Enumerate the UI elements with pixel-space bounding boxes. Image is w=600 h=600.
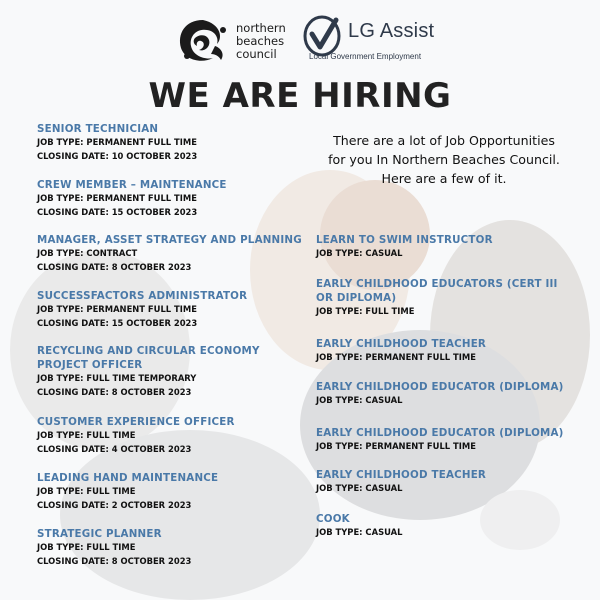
job-listing [37,289,247,330]
job-type: JOB TYPE: CASUAL [316,248,403,258]
closing-date: CLOSING DATE: 2 OCTOBER 2023 [37,499,192,510]
council-logo-icon [175,16,231,66]
job-title: SUCCESSFACTORS ADMINISTRATOR [37,290,248,302]
job-listing [316,426,564,454]
job-listing [316,380,564,408]
job-listing [316,233,493,261]
job-listing [37,233,302,274]
closing-date: CLOSING DATE: 8 OCTOBER 2023 [37,261,192,272]
job-listing [37,122,197,163]
closing-date: CLOSING DATE: 15 OCTOBER 2023 [37,317,198,328]
job-type: JOB TYPE: FULL TIME [37,542,136,552]
page-title: WE ARE HIRING [148,76,452,116]
job-title: EARLY CHILDHOOD TEACHER [316,469,487,481]
closing-date: CLOSING DATE: 8 OCTOBER 2023 [37,386,192,397]
job-title: RECYCLING AND CIRCULAR ECONOMY PROJECT OFFICER [37,345,260,371]
job-type: JOB TYPE: PERMANENT FULL TIME [316,352,476,362]
job-title: STRATEGIC PLANNER [37,528,162,540]
job-type: JOB TYPE: FULL TIME TEMPORARY [37,373,197,383]
job-listing [316,512,402,540]
job-title: EARLY CHILDHOOD TEACHER [316,338,487,350]
job-type: JOB TYPE: FULL TIME [316,306,415,316]
job-title: LEADING HAND MAINTENANCE [37,472,219,484]
job-type: JOB TYPE: PERMANENT FULL TIME [37,137,197,147]
job-listing [316,468,486,496]
header-logos [0,12,600,70]
job-title: LEARN TO SWIM INSTRUCTOR [316,234,493,246]
job-title: EARLY CHILDHOOD EDUCATOR (DIPLOMA) [316,427,564,439]
job-type: JOB TYPE: CONTRACT [37,248,138,258]
job-listing [37,344,260,399]
job-type: JOB TYPE: CASUAL [316,527,403,537]
job-title: SENIOR TECHNICIAN [37,123,159,135]
closing-date: CLOSING DATE: 8 OCTOBER 2023 [37,555,192,566]
job-listing [37,471,218,512]
job-type: JOB TYPE: PERMANENT FULL TIME [37,304,197,314]
job-type: JOB TYPE: CASUAL [316,483,403,493]
council-name: northern beaches council [236,21,286,61]
job-type: JOB TYPE: FULL TIME [37,486,136,496]
job-title: CUSTOMER EXPERIENCE OFFICER [37,416,235,428]
job-listing [316,277,558,319]
job-title: CREW MEMBER – MAINTENANCE [37,179,227,191]
job-type: JOB TYPE: CASUAL [316,395,403,405]
job-title: EARLY CHILDHOOD EDUCATOR (DIPLOMA) [316,381,564,393]
job-listing [37,527,191,568]
closing-date: CLOSING DATE: 10 OCTOBER 2023 [37,150,198,161]
intro-text: There are a lot of Job Opportunities for you In Northern Beaches Council. Here are a few of it. [328,133,560,186]
job-listing [37,415,235,456]
job-title: MANAGER, ASSET STRATEGY AND PLANNING [37,234,302,246]
lg-assist-title: LG Assist [348,20,435,42]
job-type: JOB TYPE: PERMANENT FULL TIME [316,441,476,451]
closing-date: CLOSING DATE: 4 OCTOBER 2023 [37,443,192,454]
job-listing [37,178,227,219]
job-type: JOB TYPE: FULL TIME [37,430,136,440]
job-listing [316,337,486,365]
job-type: JOB TYPE: PERMANENT FULL TIME [37,193,197,203]
closing-date: CLOSING DATE: 15 OCTOBER 2023 [37,206,198,217]
job-title: EARLY CHILDHOOD EDUCATORS (CERT III OR DIPLOMA) [316,278,558,304]
lg-assist-subtitle: Local Government Employment [309,52,422,61]
job-title: COOK [316,513,350,525]
